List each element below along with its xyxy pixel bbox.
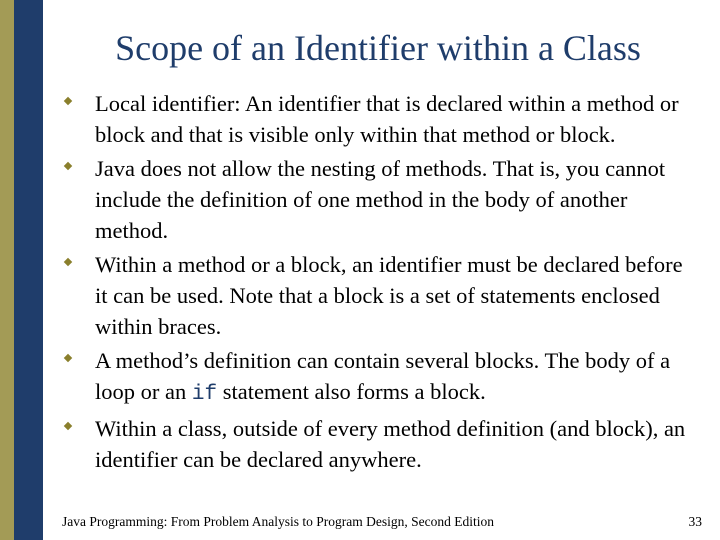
page-number: 33 xyxy=(688,514,702,529)
bullet-text: Local identifier: An identifier that is declared within a method or block and that is visible only within that method or block. xyxy=(95,91,679,147)
bullet-item xyxy=(60,345,700,410)
bullet-item xyxy=(60,88,700,150)
bullet-item xyxy=(60,249,700,342)
bullet-text: A method’s definition can contain several blocks. The body of a loop or an xyxy=(95,348,671,404)
bullet-text: Within a class, outside of every method definition (and block), an identifier can be declared anywhere. xyxy=(95,416,686,472)
code-keyword-if: if xyxy=(191,383,218,406)
bullet-diamond-icon xyxy=(64,97,72,105)
bullet-diamond-icon xyxy=(64,162,72,170)
bullet-diamond-icon xyxy=(64,422,72,430)
slide-title: Scope of an Identifier within a Class xyxy=(115,28,641,68)
footer-book-title: Java Programming: From Problem Analysis to Program Design, Second Edition xyxy=(62,514,494,529)
bullet-text: Within a method or a block, an identifier must be declared before it can be used. Note that a block is a set of statements enclosed within braces. xyxy=(95,252,683,339)
bullet-diamond-icon xyxy=(64,354,72,362)
left-accent-bar-navy xyxy=(14,0,43,540)
left-accent-bar-olive xyxy=(0,0,14,540)
bullet-diamond-icon xyxy=(64,258,72,266)
bullet-item xyxy=(60,153,700,246)
bullet-text: Java does not allow the nesting of methods. That is, you cannot include the definition of one method in the body of another method. xyxy=(95,156,666,243)
bullet-item xyxy=(60,413,700,475)
bullet-text-continued: statement also forms a block. xyxy=(217,379,486,404)
bullet-list xyxy=(60,88,700,478)
